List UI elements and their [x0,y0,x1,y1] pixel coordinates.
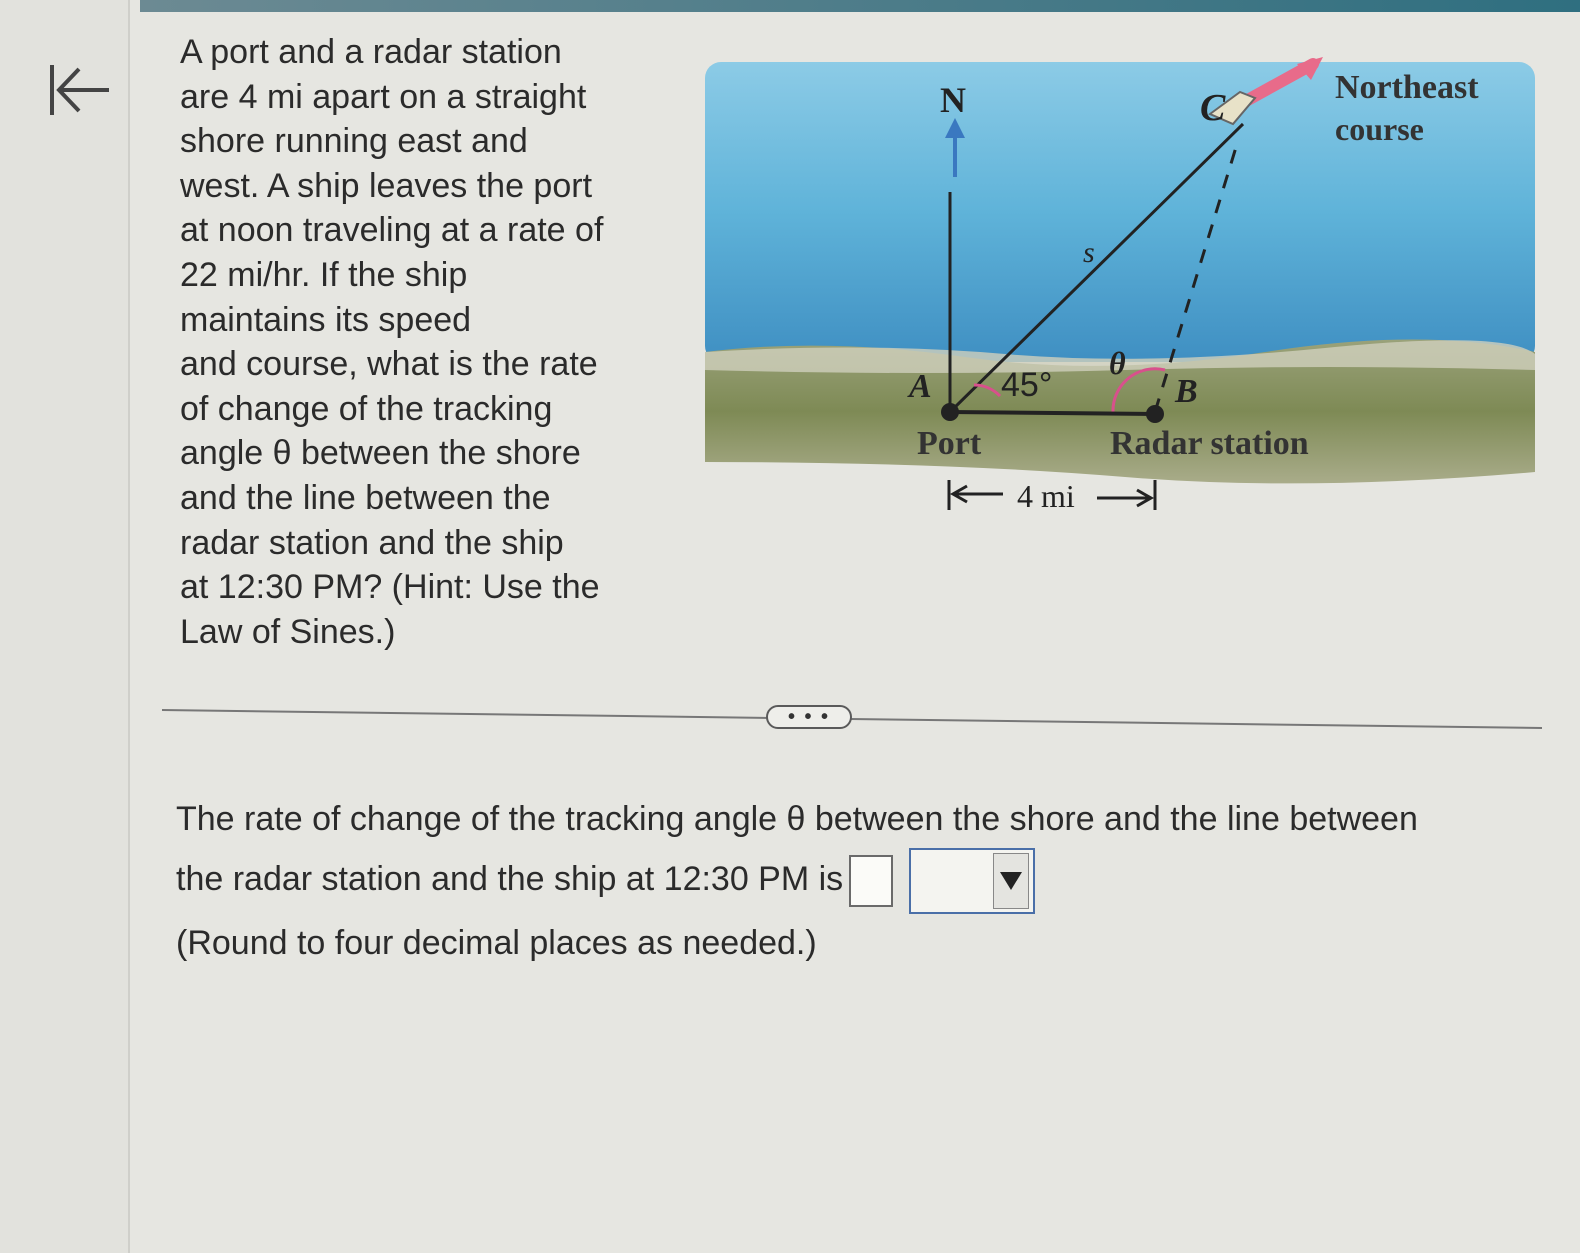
collapse-panel-button[interactable] [36,48,120,132]
left-rail [0,0,130,1253]
answer-prompt-line-2 [176,848,1516,914]
question-line: west. A ship leaves the port [180,166,593,205]
unit-select[interactable] [909,848,1035,914]
question-line: 22 mi/hr. If the ship [180,255,468,294]
port-point-label: A [909,368,932,405]
port-dot [941,403,959,421]
answer-input[interactable] [849,855,893,907]
more-options-button[interactable] [766,705,852,729]
radar-dot [1146,405,1164,423]
question-line: of change of the tracking [180,389,553,428]
more-options-label: • • • [787,706,831,728]
ship-label: C [1200,87,1226,129]
port-radar-figure [705,52,1535,522]
sea-background [705,62,1535,362]
question-text [180,30,650,654]
course-label: Northeast [1335,69,1479,106]
course-label: course [1335,111,1424,147]
shore-line [950,412,1155,414]
question-line: at noon traveling at a rate of [180,211,604,250]
question-line: radar station and the ship [180,523,564,562]
question-line: Law of Sines.) [180,612,396,651]
question-line: A port and a radar station [180,33,562,71]
north-label: N [940,80,966,120]
distance-label: 4 mi [1017,478,1075,514]
collapse-left-arrow-icon [43,55,113,125]
answer-prompt-text: the radar station and the ship at 12:30 PM is [176,859,844,898]
rounding-note: (Round to four decimal places as needed.) [176,924,817,962]
question-line: maintains its speed [180,300,472,339]
top-accent-bar [140,0,1580,12]
angle-theta-label: θ [1109,345,1126,381]
section-divider [162,706,1542,730]
side-label: s [1083,236,1095,269]
question-line: at 12:30 PM? (Hint: Use the [180,568,600,607]
angle-45-label: 45° [1001,366,1053,404]
question-line: and the line between the [180,478,551,517]
question-line: shore running east and [180,122,528,161]
radar-label: Radar station [1110,425,1309,462]
dropdown-arrow-icon[interactable] [993,853,1029,909]
radar-point-label: B [1175,373,1198,410]
question-line: and course, what is the rate [180,345,598,384]
question-line: are 4 mi apart on a straight [180,77,587,116]
port-label: Port [917,425,982,462]
question-line: angle θ between the shore [180,434,581,473]
answer-section [176,790,1516,972]
answer-prompt-line: The rate of change of the tracking angle θ between the shore and the line between [176,800,1418,838]
